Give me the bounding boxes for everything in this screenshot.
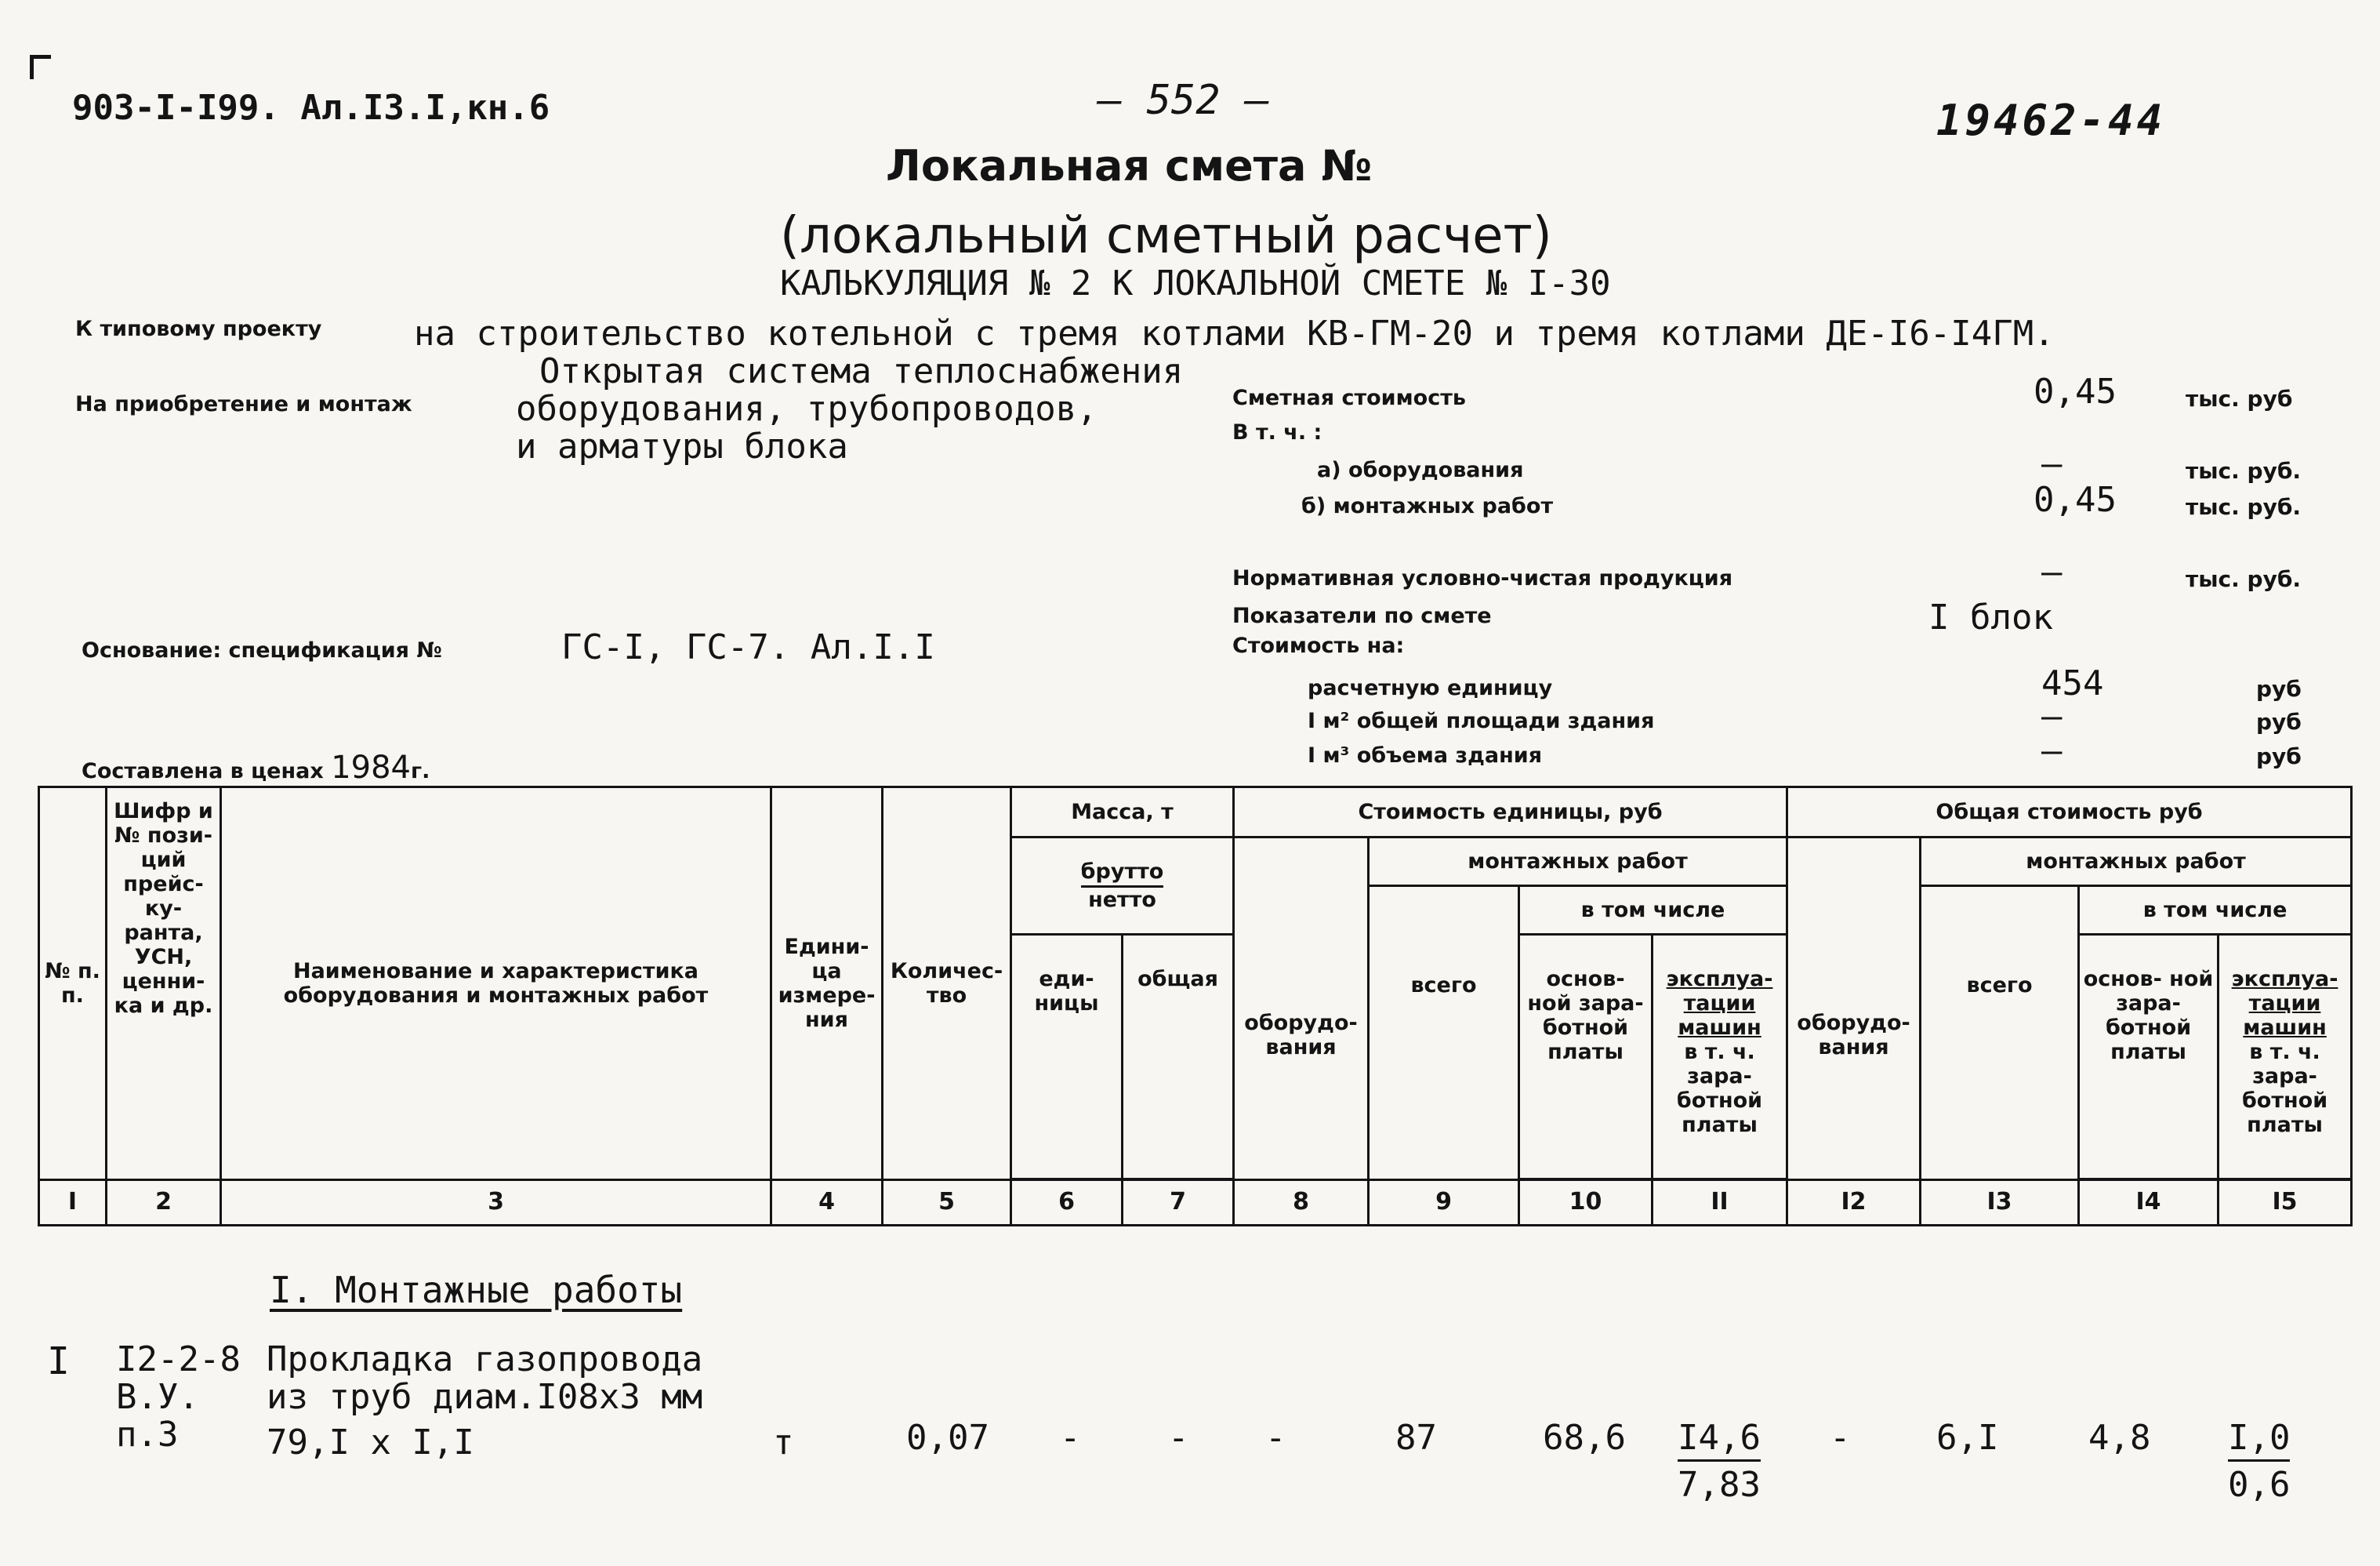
row-total-install: 6,I — [1936, 1418, 1999, 1458]
per-area-value: – — [2041, 696, 2063, 736]
per-unit-unit: руб — [2256, 676, 2302, 702]
project-label: К типовому проекту — [75, 317, 322, 341]
installation-unit: тыс. руб. — [2186, 494, 2302, 520]
estimate-title: Локальная смета № — [886, 141, 1373, 191]
section-title: I. Монтажные работы — [270, 1269, 683, 1311]
installation-label: б) монтажных работ — [1301, 494, 1554, 518]
colnum-10: 10 — [1519, 1180, 1653, 1226]
acquisition-line-2: оборудования, трубопроводов, — [516, 389, 1097, 429]
header-machines: эксплуа- тации машин в т. ч. зара- ботной платы — [1653, 935, 1787, 1179]
estimated-cost-value: 0,45 — [2034, 372, 2117, 412]
equipment-label: а) оборудования — [1317, 458, 1524, 482]
estimated-cost-label: Сметная стоимость — [1232, 386, 1466, 410]
row-total-machines: I,0 — [2228, 1418, 2290, 1462]
acquisition-label: На приобретение и монтаж — [75, 392, 412, 416]
per-area-unit: руб — [2256, 709, 2302, 735]
header-install-all-total: всего — [1921, 886, 2079, 1180]
header-installation-total: монтажных работ — [1921, 838, 2352, 886]
estimate-subtitle: (локальный сметный расчет) — [780, 207, 1552, 265]
row-number: I — [47, 1339, 70, 1383]
net-product-value: – — [2041, 552, 2063, 592]
net-product-unit: тыс. руб. — [2186, 566, 2302, 592]
row-total-machines-wage: 0,6 — [2228, 1465, 2291, 1505]
estimated-cost-unit: тыс. руб — [2186, 386, 2293, 412]
indicators-value: I блок — [1928, 598, 2053, 638]
project-value: на строительство котельной с тремя котлами КВ-ГМ-20 и тремя котлами ДЕ-I6-I4ГМ. — [414, 314, 2055, 354]
header-brutto-netto: брутто нетто — [1011, 838, 1234, 935]
row-mass-total: - — [1168, 1418, 1189, 1458]
colnum-15: I5 — [2219, 1180, 2352, 1226]
row-install-wage: 68,6 — [1543, 1418, 1626, 1458]
colnum-4: 4 — [771, 1180, 883, 1226]
net-product-label: Нормативная условно-чистая продукция — [1232, 566, 1733, 590]
colnum-2: 2 — [107, 1180, 221, 1226]
estimate-table — [38, 786, 2353, 1226]
header-install-all: всего — [1369, 886, 1519, 1180]
header-unit: Едини- ца измере- ния — [771, 787, 883, 1180]
colnum-11: II — [1653, 1180, 1787, 1226]
header-equipment-total: оборудо- вания — [1787, 838, 1921, 1180]
colnum-9: 9 — [1369, 1180, 1519, 1226]
row-mass-unit: - — [1060, 1418, 1081, 1458]
header-name: Наименование и характеристика оборудования и монтажных работ — [221, 787, 771, 1180]
header-total-cost: Общая стоимость руб — [1787, 787, 2352, 838]
row-equipment-unit: - — [1265, 1418, 1286, 1458]
document-code: 903-I-I99. Ал.I3.I,кн.6 — [72, 88, 550, 128]
header-including-total: в том числе — [2079, 886, 2352, 935]
header-unit-cost: Стоимость единицы, руб — [1234, 787, 1787, 838]
including-label: В т. ч. : — [1232, 420, 1322, 445]
per-volume-unit: руб — [2256, 743, 2302, 769]
colnum-3: 3 — [221, 1180, 771, 1226]
calculation-title: КАЛЬКУЛЯЦИЯ № 2 К ЛОКАЛЬНОЙ СМЕТЕ № I-30 — [780, 263, 1611, 303]
per-unit-value: 454 — [2041, 663, 2104, 703]
page-number: — 552 — — [1097, 77, 1270, 124]
corner-mark — [30, 55, 51, 79]
per-volume-value: – — [2041, 731, 2063, 771]
header-installation: монтажных работ — [1369, 838, 1787, 886]
equipment-unit: тыс. руб. — [2186, 458, 2302, 484]
equipment-value: – — [2041, 444, 2063, 484]
basis-value: ГС-I, ГС-7. Ал.I.I — [561, 627, 935, 667]
row-total-wage: 4,8 — [2088, 1418, 2151, 1458]
header-code: Шифр и № пози- ций прейс- ку- ранта, УСН, ценни- ка и др. — [107, 787, 221, 1180]
colnum-13: I3 — [1921, 1180, 2079, 1226]
row-install-total: 87 — [1395, 1418, 1437, 1458]
header-wage: основ- ной зара- ботной платы — [1519, 935, 1653, 1179]
installation-value: 0,45 — [2034, 480, 2117, 520]
row-install-machines-wage: 7,83 — [1678, 1465, 1761, 1505]
row-install-machines: I4,6 — [1678, 1418, 1761, 1462]
colnum-5: 5 — [883, 1180, 1011, 1226]
header-mass-unit: еди- ницы — [1011, 935, 1123, 1179]
header-including: в том числе — [1519, 886, 1787, 935]
header-mass: Масса, т — [1011, 787, 1234, 838]
header-machines-total: эксплуа- тации машин в т. ч. зара- ботной платы — [2219, 935, 2352, 1179]
header-num: № п. п. — [39, 787, 107, 1180]
colnum-12: I2 — [1787, 1180, 1921, 1226]
header-quantity: Количес- тво — [883, 787, 1011, 1180]
per-volume-label: I м³ объема здания — [1308, 743, 1543, 768]
per-area-label: I м² общей площади здания — [1308, 709, 1655, 733]
colnum-7: 7 — [1123, 1180, 1234, 1226]
basis-label: Основание: спецификация № — [82, 638, 442, 663]
row-quantity: 0,07 — [906, 1418, 989, 1458]
header-equipment: оборудо- вания — [1234, 838, 1369, 1180]
row-name-2: из труб диам.I08x3 мм — [267, 1377, 703, 1417]
document-number: 19462-44 — [1936, 96, 2166, 145]
row-name-1: Прокладка газопровода — [267, 1339, 703, 1379]
compiled-label: Составлена в ценах 1984г. — [82, 750, 430, 786]
row-code-1: I2-2-8 — [116, 1339, 241, 1379]
price-year: 1984 — [331, 750, 411, 786]
acquisition-line-1: Открытая система теплоснабжения — [539, 351, 1184, 391]
row-code-2: В.У. — [116, 1377, 199, 1417]
colnum-1: I — [39, 1180, 107, 1226]
colnum-14: I4 — [2079, 1180, 2219, 1226]
header-mass-total: общая — [1123, 935, 1234, 1179]
indicators-label: Показатели по смете — [1232, 604, 1492, 628]
cost-per-label: Стоимость на: — [1232, 634, 1405, 658]
row-code-3: п.3 — [116, 1415, 179, 1455]
acquisition-line-3: и арматуры блока — [516, 427, 848, 467]
row-formula: 79,I x I,I — [267, 1422, 474, 1462]
row-unit: т — [773, 1422, 794, 1462]
per-unit-label: расчетную единицу — [1308, 676, 1553, 700]
row-equipment-total: - — [1830, 1418, 1851, 1458]
colnum-6: 6 — [1011, 1180, 1123, 1226]
colnum-8: 8 — [1234, 1180, 1369, 1226]
header-wage-total: основ- ной зара- ботной платы — [2079, 935, 2219, 1179]
